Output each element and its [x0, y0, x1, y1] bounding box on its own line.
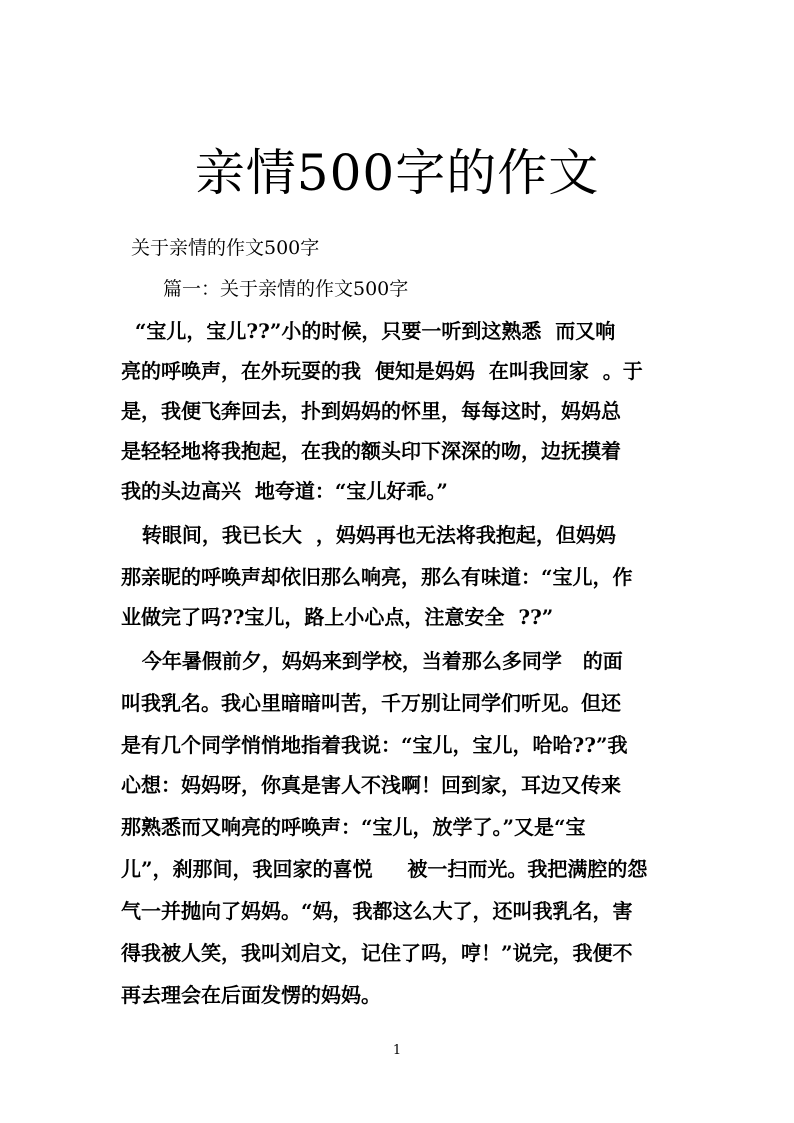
body-line: 业做完了吗??宝儿，路上小心点，注意安全 ??”	[121, 605, 554, 629]
body-line: 那熟悉而又响亮的呼唤声：“宝儿，放学了。”又是“宝	[121, 815, 586, 839]
document-subtitle: 关于亲情的作文500字	[131, 237, 320, 259]
document-title: 亲情500字的作文	[194, 144, 600, 202]
section-heading: 篇一：关于亲情的作文500字	[163, 278, 409, 300]
body-line: 是轻轻地将我抱起，在我的额头印下深深的吻，边抚摸着	[121, 439, 621, 463]
page-number: 1	[392, 1043, 402, 1058]
body-line: 是有几个同学悄悄地指着我说：“宝儿，宝儿，哈哈??”我	[121, 733, 628, 757]
body-line: 儿”，刹那间，我回家的喜悦 被一扫而光。我把满腔的怨	[121, 857, 648, 881]
body-line: 我的头边高兴 地夸道：“宝儿好乖。”	[121, 479, 448, 503]
body-line: “宝儿，宝儿??”小的时候，只要一听到这熟悉 而又响	[121, 319, 616, 343]
body-line: 那亲昵的呼唤声却依旧那么响亮，那么有味道：“宝儿，作	[121, 565, 633, 589]
body-line: 今年暑假前夕，妈妈来到学校，当着那么多同学 的面	[121, 649, 623, 673]
body-line: 心想：妈妈呀，你真是害人不浅啊！回到家，耳边又传来	[121, 773, 621, 797]
body-line: 得我被人笑，我叫刘启文，记住了吗，哼！”说完，我便不	[121, 941, 633, 965]
body-line: 是，我便飞奔回去，扑到妈妈的怀里，每每这时，妈妈总	[121, 399, 621, 423]
body-line: 气一并抛向了妈妈。“妈，我都这么大了，还叫我乳名，害	[121, 899, 633, 923]
body-line: 叫我乳名。我心里暗暗叫苦，千万别让同学们听见。但还	[121, 691, 621, 715]
body-line: 转眼间，我已长大 ，妈妈再也无法将我抱起，但妈妈	[121, 523, 616, 547]
body-line: 亮的呼唤声，在外玩耍的我 便知是妈妈 在叫我回家 。于	[121, 359, 643, 383]
body-line: 再去理会在后面发愣的妈妈。	[121, 983, 381, 1007]
